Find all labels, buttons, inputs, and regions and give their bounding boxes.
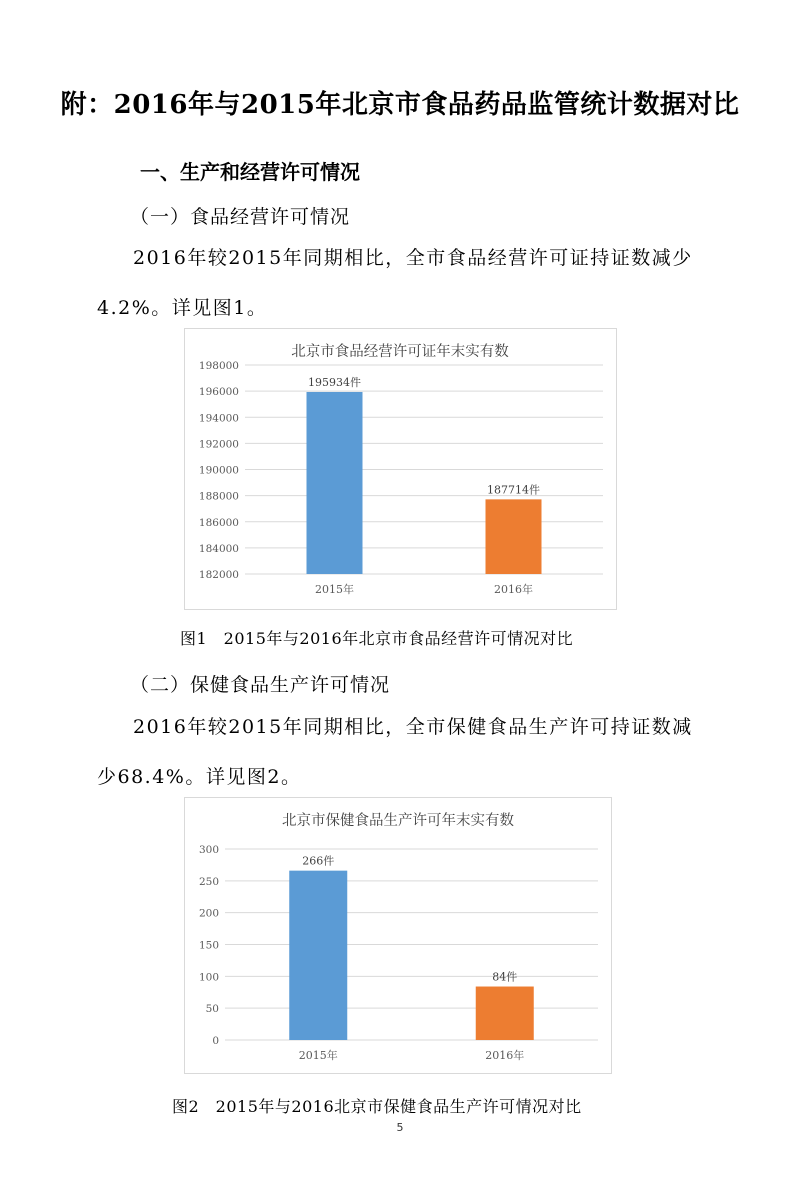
chart1-bar-1 [486,499,542,574]
chart1-data-label-0: 195934件 [308,375,361,389]
chart2-bar-0 [289,871,347,1040]
chart2-bar-1 [476,987,534,1040]
chart2-title: 北京市保健食品生产许可年末实有数 [282,813,514,829]
paragraph-1-text: 2016年较2015年同期相比，全市食品经营许可证持证数减少4.2%。详见图1。 [97,247,693,319]
chart2-data-label-0: 266件 [302,854,335,868]
figure-2-chart [184,797,612,1074]
chart2-data-label-1: 84件 [492,970,518,984]
chart1-y-tick-label: 186000 [198,516,239,529]
chart2-category-label-0: 2015年 [298,1049,338,1062]
chart1-y-tick-label: 196000 [198,386,239,399]
chart1-y-tick-label: 198000 [198,360,239,372]
chart2-y-tick-label: 250 [198,875,219,888]
chart2-category-label-1: 2016年 [485,1049,525,1062]
chart1-category-label-0: 2015年 [315,583,354,596]
chart1-y-tick-label: 182000 [198,569,239,581]
section-heading: 一、生产和经营许可情况 [140,160,360,184]
figure-1-chart [184,328,617,610]
chart1-title: 北京市食品经营许可证年末实有数 [291,344,509,360]
chart1-data-label-1: 187714件 [487,483,540,497]
chart1-bar-0 [307,392,363,574]
page-title: 附：2016年与2015年北京市食品药品监管统计数据对比 [60,90,740,120]
subsection-heading-1: （一）食品经营许可情况 [130,206,351,228]
chart1-y-tick-label: 192000 [198,438,239,451]
chart2-y-tick-label: 200 [198,907,219,920]
subsection-heading-2: （二）保健食品生产许可情况 [130,674,391,696]
chart-1-svg [185,329,616,609]
chart1-category-label-1: 2016年 [494,583,533,596]
figure-1-caption: 图1 2015年与2016年北京市食品经营许可情况对比 [180,629,574,648]
page-number: 5 [396,1121,404,1134]
chart2-y-tick-label: 150 [198,939,219,952]
chart2-y-tick-label: 50 [205,1003,219,1016]
chart-2-svg [185,798,611,1073]
paragraph-2-text: 2016年较2015年同期相比，全市保健食品生产许可持证数减少68.4%。详见图2。 [97,716,693,788]
chart2-y-tick-label: 300 [198,844,219,856]
paragraph-2 [97,702,707,802]
chart1-y-tick-label: 190000 [198,464,239,477]
chart2-y-tick-label: 100 [198,971,219,984]
chart1-y-tick-label: 188000 [198,490,239,503]
figure-2-caption: 图2 2015年与2016北京市保健食品生产许可情况对比 [172,1097,582,1116]
paragraph-1 [97,233,707,333]
chart1-y-tick-label: 194000 [198,412,239,425]
chart2-y-tick-label: 0 [212,1035,219,1047]
chart1-y-tick-label: 184000 [198,542,239,555]
